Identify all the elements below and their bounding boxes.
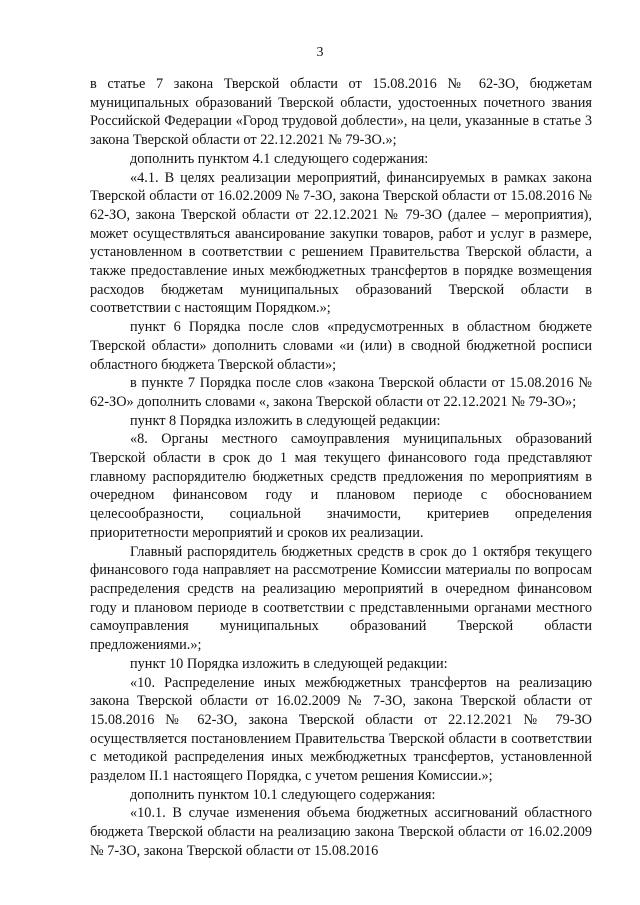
page-number: 3	[316, 45, 324, 60]
paragraph: Главный распорядитель бюджетных средств в срок до 1 октября текущего финансового года направляет на рассмотрение Комиссии материалы по вопросам распределения средств на реализацию мероприятий в очередном финансовом году и плановом периоде в соответствии с представленными органами местного самоуправления муниципальных образований Тверской области предложениями.»;	[90, 543, 592, 654]
paragraph: дополнить пунктом 10.1 следующего содержания:	[130, 786, 436, 803]
paragraph: дополнить пунктом 4.1 следующего содержания:	[130, 150, 429, 167]
paragraph: в статье 7 закона Тверской области от 15.08.2016 № 62-ЗО, бюджетам муниципальных образований Тверской области, удостоенных почетного звания Российской Федерации «Город трудовой доблести», на цели, указанные в статье 3 закона Тверской области от 22.12.2021 № 79-ЗО.»;	[90, 76, 592, 149]
paragraph: пункт 6 Порядка после слов «предусмотренных в областном бюджете Тверской области» дополнить словами «и (или) в сводной бюджетной росписи областного бюджета Тверской области»;	[90, 319, 592, 373]
paragraph: «8. Органы местного самоуправления муниципальных образований Тверской области в срок до 1 мая текущего финансового года представляют главному распорядителю бюджетных средств предложения по мероприятиям в очередном финансовом году и плановом периоде с обоснованием целесообразности, социальной значимости, критериев определения приоритетности мероприятий и сроков их реализации.	[90, 431, 592, 541]
paragraph: «10.1. В случае изменения объема бюджетных ассигнований областного бюджета Тверской области на реализацию закона Тверской области от 16.02.2009 № 7-ЗО, закона Тверской области от 15.08.2016	[90, 805, 592, 859]
paragraph: «10. Распределение иных межбюджетных трансфертов на реализацию закона Тверской области от 16.02.2009 № 7-ЗО, закона Тверской области от 15.08.2016 № 62-ЗО, закона Тверской области от 22.12.2021 № 79-ЗО осуществляется постановлением Правительства Тверской области в соответствии с методикой распределения иных межбюджетных трансфертов, установленной разделом II.1 настоящего Порядка, с учетом решения Комиссии.»;	[90, 674, 592, 785]
paragraph: пункт 10 Порядка изложить в следующей редакции:	[130, 655, 448, 672]
document-body	[90, 75, 592, 861]
paragraph: «4.1. В целях реализации мероприятий, финансируемых в рамках закона Тверской области от 16.02.2009 № 7-ЗО, закона Тверской области от 15.08.2016 № 62-ЗО, закона Тверской области от 22.12.2021 № 79-ЗО (далее – мероприятия), может осуществляться авансирование закупки товаров, работ и услуг в размере, установленном в соответствии с решением Правительства Тверской области, а также предоставление иных межбюджетных трансфертов в порядке возмещения расходов бюджетам муниципальных образований Тверской области в соответствии с настоящим Порядком.»;	[90, 169, 592, 317]
paragraph: пункт 8 Порядка изложить в следующей редакции:	[130, 412, 441, 429]
paragraph: в пункте 7 Порядка после слов «закона Тверской области от 15.08.2016 № 62-ЗО» дополнить словами «, закона Тверской области от 22.12.2021 № 79-ЗО»;	[90, 375, 592, 410]
